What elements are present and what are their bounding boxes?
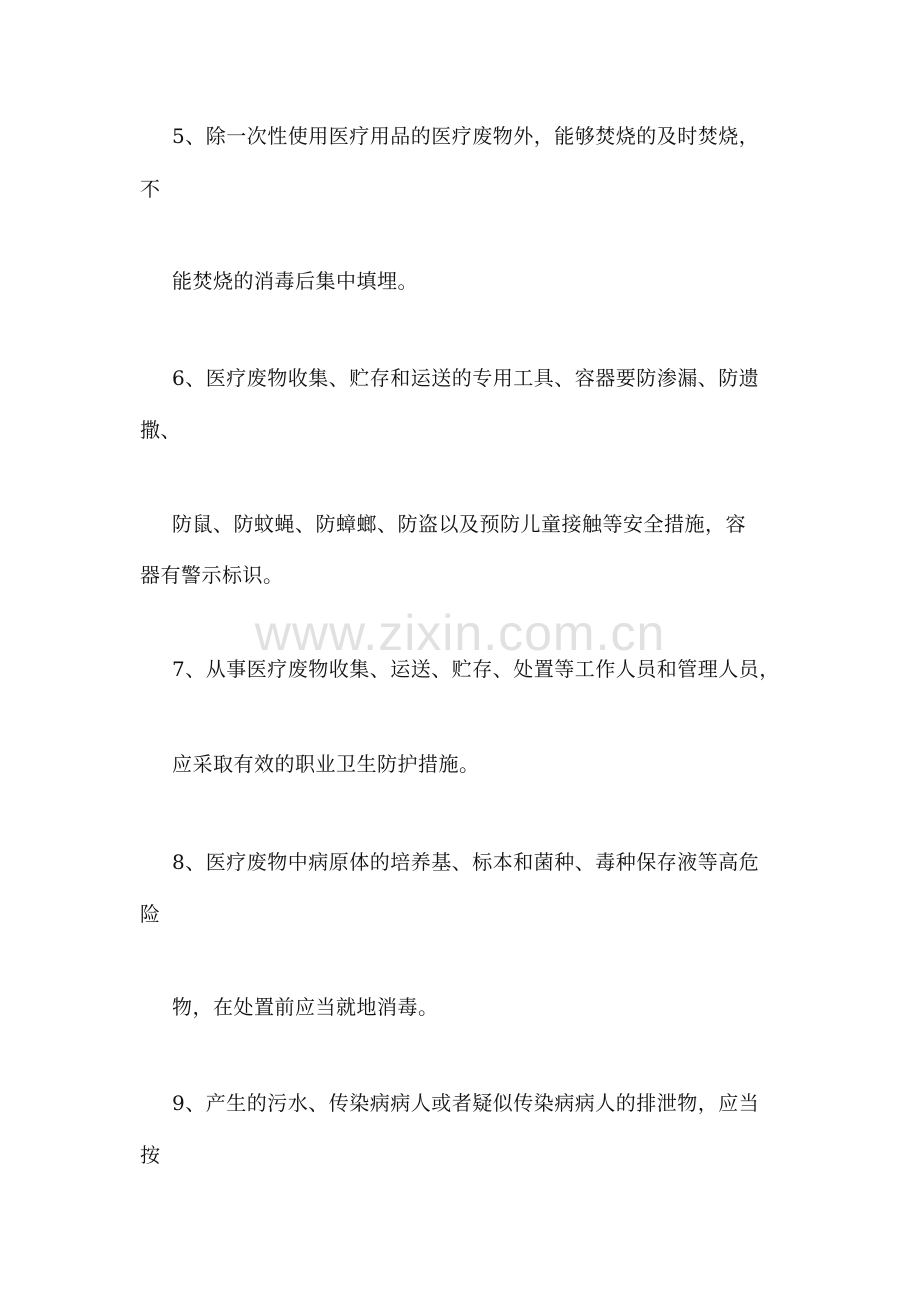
paragraph-7-line-2: 应采取有效的职业卫生防护措施。 [172, 752, 480, 776]
paragraph-6-line-1: 6、医疗废物收集、贮存和运送的专用工具、容器要防渗漏、防遗 [172, 366, 760, 390]
paragraph-6-line-4: 器有警示标识。 [140, 563, 284, 587]
paragraph-8-line-2: 险 [140, 902, 161, 926]
paragraph-6-line-2: 撒、 [140, 418, 181, 442]
paragraph-5-line-1: 5、除一次性使用医疗用品的医疗废物外，能够焚烧的及时焚烧， [172, 124, 760, 148]
paragraph-5-line-3: 能焚烧的消毒后集中填埋。 [172, 269, 418, 293]
paragraph-8-line-3: 物，在处置前应当就地消毒。 [172, 995, 439, 1019]
paragraph-7-line-1: 7、从事医疗废物收集、运送、贮存、处置等工作人员和管理人员， [172, 657, 780, 681]
paragraph-9-line-1: 9、产生的污水、传染病病人或者疑似传染病病人的排泄物，应当 [172, 1091, 760, 1115]
paragraph-6-line-3: 防鼠、防蚊蝇、防蟑螂、防盗以及预防儿童接触等安全措施，容 [172, 512, 746, 536]
paragraph-5-line-2: 不 [140, 177, 161, 201]
paragraph-8-line-1: 8、医疗废物中病原体的培养基、标本和菌种、毒种保存液等高危 [172, 850, 760, 874]
watermark: www.zixin.com.cn [254, 605, 666, 661]
paragraph-9-line-2: 按 [140, 1143, 161, 1167]
